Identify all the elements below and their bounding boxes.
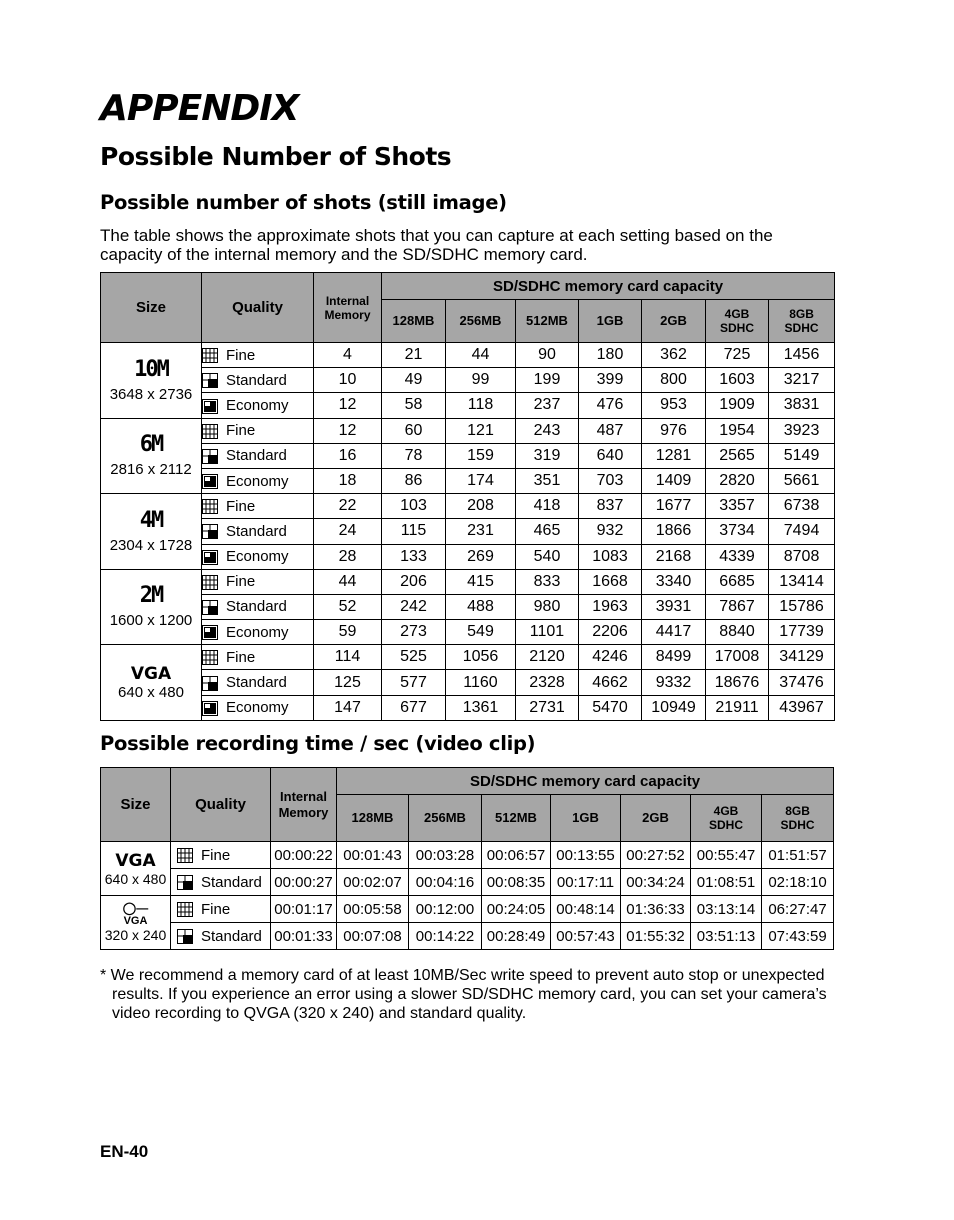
standard-icon <box>202 523 226 540</box>
size-icon: ◯— VGA <box>122 901 149 927</box>
standard-icon <box>202 372 226 389</box>
quality-cell <box>202 468 314 493</box>
value-cell: 10 <box>314 368 382 393</box>
standard-icon <box>177 928 201 945</box>
table-row <box>101 544 835 569</box>
header-card-capacity: SD/SDHC memory card capacity <box>337 768 834 795</box>
quality-label: Standard <box>226 598 287 616</box>
value-cell: 837 <box>579 494 642 519</box>
value-cell: 2820 <box>706 468 769 493</box>
quality-label: Fine <box>201 900 231 918</box>
quality-cell <box>202 494 314 519</box>
value-cell: 1677 <box>642 494 706 519</box>
value-cell: 980 <box>516 594 579 619</box>
value-cell: 10949 <box>642 695 706 720</box>
value-cell: 703 <box>579 468 642 493</box>
value-cell: 00:02:07 <box>337 869 409 896</box>
table-row <box>101 869 834 896</box>
value-cell: 1101 <box>516 620 579 645</box>
value-cell: 351 <box>516 468 579 493</box>
value-cell: 00:57:43 <box>551 923 621 950</box>
value-cell: 114 <box>314 645 382 670</box>
quality-label: Economy <box>226 396 289 414</box>
value-cell: 18 <box>314 468 382 493</box>
value-cell: 242 <box>382 594 446 619</box>
value-cell: 415 <box>446 569 516 594</box>
value-cell: 1056 <box>446 645 516 670</box>
value-cell: 525 <box>382 645 446 670</box>
header-size: Size <box>101 768 171 842</box>
resolution-label: 320 x 240 <box>104 927 167 943</box>
value-cell: 640 <box>579 443 642 468</box>
value-cell: 00:01:43 <box>337 842 409 869</box>
value-cell: 6738 <box>769 494 835 519</box>
qvga-size-icon: VGA <box>123 915 148 927</box>
header-quality: Quality <box>202 273 314 343</box>
table-row <box>101 418 835 443</box>
quality-cell <box>202 343 314 368</box>
value-cell: 319 <box>516 443 579 468</box>
size-cell <box>101 569 202 645</box>
header-internal-memory: Internal Memory <box>314 273 382 343</box>
value-cell: 78 <box>382 443 446 468</box>
value-cell: 3217 <box>769 368 835 393</box>
table-row <box>101 923 834 950</box>
fine-icon <box>177 847 201 864</box>
value-cell: 00:04:16 <box>409 869 482 896</box>
still-heading: Possible number of shots (still image) <box>100 191 507 214</box>
value-cell: 12 <box>314 418 382 443</box>
value-cell: 90 <box>516 343 579 368</box>
quality-label: Fine <box>201 846 231 864</box>
quality-label: Economy <box>226 548 289 566</box>
value-cell: 1083 <box>579 544 642 569</box>
value-cell: 3931 <box>642 594 706 619</box>
value-cell: 58 <box>382 393 446 418</box>
value-cell: 06:27:47 <box>762 896 834 923</box>
value-cell: 3340 <box>642 569 706 594</box>
value-cell: 8708 <box>769 544 835 569</box>
value-cell: 52 <box>314 594 382 619</box>
value-cell: 01:36:33 <box>621 896 691 923</box>
size-icon: 6M <box>139 432 163 458</box>
resolution-label: 3648 x 2736 <box>109 385 193 403</box>
value-cell: 00:48:14 <box>551 896 621 923</box>
quality-label: Economy <box>226 472 289 490</box>
quality-cell <box>202 544 314 569</box>
quality-cell <box>171 842 271 869</box>
value-cell: 24 <box>314 519 382 544</box>
quality-label: Fine <box>226 573 256 591</box>
standard-icon <box>202 598 226 615</box>
value-cell: 147 <box>314 695 382 720</box>
value-cell: 1866 <box>642 519 706 544</box>
value-cell: 476 <box>579 393 642 418</box>
value-cell: 7867 <box>706 594 769 619</box>
value-cell: 488 <box>446 594 516 619</box>
table-row <box>101 468 835 493</box>
value-cell: 2120 <box>516 645 579 670</box>
value-cell: 37476 <box>769 670 835 695</box>
quality-label: Standard <box>226 371 287 389</box>
fine-icon <box>202 573 226 590</box>
table-row <box>101 594 835 619</box>
value-cell: 5149 <box>769 443 835 468</box>
quality-cell <box>202 519 314 544</box>
quality-cell <box>202 620 314 645</box>
value-cell: 4339 <box>706 544 769 569</box>
page-number: EN-40 <box>100 1142 149 1161</box>
value-cell: 208 <box>446 494 516 519</box>
value-cell: 833 <box>516 569 579 594</box>
value-cell: 86 <box>382 468 446 493</box>
quality-label: Standard <box>201 873 262 891</box>
value-cell: 231 <box>446 519 516 544</box>
header-quality: Quality <box>171 768 271 842</box>
value-cell: 6685 <box>706 569 769 594</box>
resolution-label: 2816 x 2112 <box>110 461 192 479</box>
value-cell: 1603 <box>706 368 769 393</box>
value-cell: 00:07:08 <box>337 923 409 950</box>
quality-label: Economy <box>226 623 289 641</box>
intro-text: The table shows the approximate shots that you can capture at each setting based on the capacity of the internal memory and the SD/SDHC memory card. <box>100 226 773 264</box>
value-cell: 00:34:24 <box>621 869 691 896</box>
value-cell: 01:51:57 <box>762 842 834 869</box>
value-cell: 549 <box>446 620 516 645</box>
header-capacity-4: 2GB <box>621 795 691 842</box>
value-cell: 953 <box>642 393 706 418</box>
value-cell: 16 <box>314 443 382 468</box>
standard-icon <box>177 874 201 891</box>
value-cell: 1668 <box>579 569 642 594</box>
fine-icon <box>202 649 226 666</box>
value-cell: 00:55:47 <box>691 842 762 869</box>
value-cell: 1361 <box>446 695 516 720</box>
value-cell: 174 <box>446 468 516 493</box>
value-cell: 60 <box>382 418 446 443</box>
value-cell: 159 <box>446 443 516 468</box>
quality-label: Standard <box>226 447 287 465</box>
value-cell: 8840 <box>706 620 769 645</box>
table-row <box>101 896 834 923</box>
value-cell: 3734 <box>706 519 769 544</box>
value-cell: 00:03:28 <box>409 842 482 869</box>
value-cell: 399 <box>579 368 642 393</box>
header-capacity-6: 8GB SDHC <box>762 795 834 842</box>
header-capacity-2: 512MB <box>516 300 579 343</box>
size-cell <box>101 896 171 950</box>
economy-icon <box>202 699 226 716</box>
value-cell: 22 <box>314 494 382 519</box>
value-cell: 00:12:00 <box>409 896 482 923</box>
value-cell: 21911 <box>706 695 769 720</box>
value-cell: 18676 <box>706 670 769 695</box>
quality-cell <box>202 695 314 720</box>
value-cell: 125 <box>314 670 382 695</box>
value-cell: 2565 <box>706 443 769 468</box>
table-row <box>101 494 835 519</box>
value-cell: 118 <box>446 393 516 418</box>
value-cell: 487 <box>579 418 642 443</box>
header-capacity-5: 4GB SDHC <box>706 300 769 343</box>
economy-icon <box>202 624 226 641</box>
value-cell: 17739 <box>769 620 835 645</box>
quality-label: Standard <box>201 927 262 945</box>
header-capacity-2: 512MB <box>482 795 551 842</box>
quality-cell <box>202 594 314 619</box>
table-row <box>101 343 835 368</box>
header-capacity-1: 256MB <box>409 795 482 842</box>
value-cell: 4417 <box>642 620 706 645</box>
value-cell: 00:24:05 <box>482 896 551 923</box>
video-time-table <box>100 767 834 950</box>
value-cell: 1409 <box>642 468 706 493</box>
header-capacity-0: 128MB <box>382 300 446 343</box>
value-cell: 725 <box>706 343 769 368</box>
value-cell: 1909 <box>706 393 769 418</box>
value-cell: 49 <box>382 368 446 393</box>
resolution-label: 640 x 480 <box>118 684 184 702</box>
value-cell: 34129 <box>769 645 835 670</box>
value-cell: 15786 <box>769 594 835 619</box>
resolution-label: 1600 x 1200 <box>109 612 193 630</box>
value-cell: 00:05:58 <box>337 896 409 923</box>
value-cell: 13414 <box>769 569 835 594</box>
value-cell: 465 <box>516 519 579 544</box>
footnote: * We recommend a memory card of at least 10MB/Sec write speed to prevent auto stop or unexpected results. If you experience an error using a slower SD/SDHC memory card, you can set your camera’s video recording to QVGA (320 x 240) and standard quality. <box>100 967 827 1022</box>
header-internal-memory: Internal Memory <box>271 768 337 842</box>
table-row <box>101 368 835 393</box>
value-cell: 00:06:57 <box>482 842 551 869</box>
quality-label: Economy <box>226 699 289 717</box>
quality-label: Standard <box>226 674 287 692</box>
value-cell: 2328 <box>516 670 579 695</box>
table-row <box>101 695 835 720</box>
header-capacity-0: 128MB <box>337 795 409 842</box>
table-row <box>101 443 835 468</box>
size-cell <box>101 842 171 896</box>
quality-cell <box>171 923 271 950</box>
value-cell: 4662 <box>579 670 642 695</box>
table-row <box>101 393 835 418</box>
quality-cell <box>171 896 271 923</box>
header-capacity-3: 1GB <box>579 300 642 343</box>
value-cell: 269 <box>446 544 516 569</box>
value-cell: 43967 <box>769 695 835 720</box>
value-cell: 273 <box>382 620 446 645</box>
value-cell: 00:01:33 <box>271 923 337 950</box>
table-row <box>101 569 835 594</box>
header-capacity-6: 8GB SDHC <box>769 300 835 343</box>
fine-icon <box>202 422 226 439</box>
resolution-label: 640 x 480 <box>104 870 167 887</box>
video-heading: Possible recording time / sec (video clip) <box>100 732 536 755</box>
value-cell: 00:13:55 <box>551 842 621 869</box>
size-cell <box>101 494 202 570</box>
table-row <box>101 620 835 645</box>
value-cell: 2731 <box>516 695 579 720</box>
value-cell: 00:01:17 <box>271 896 337 923</box>
value-cell: 237 <box>516 393 579 418</box>
value-cell: 4 <box>314 343 382 368</box>
value-cell: 3923 <box>769 418 835 443</box>
quality-cell <box>202 368 314 393</box>
value-cell: 01:08:51 <box>691 869 762 896</box>
table-row <box>101 670 835 695</box>
quality-cell <box>202 645 314 670</box>
value-cell: 540 <box>516 544 579 569</box>
size-cell <box>101 418 202 494</box>
value-cell: 8499 <box>642 645 706 670</box>
still-shots-table <box>100 272 835 721</box>
value-cell: 976 <box>642 418 706 443</box>
header-size: Size <box>101 273 202 343</box>
fine-icon <box>202 498 226 515</box>
value-cell: 103 <box>382 494 446 519</box>
value-cell: 21 <box>382 343 446 368</box>
fine-icon <box>177 901 201 918</box>
standard-icon <box>202 447 226 464</box>
value-cell: 03:51:13 <box>691 923 762 950</box>
size-icon: VGA <box>115 850 156 871</box>
page-title: APPENDIX <box>100 88 299 129</box>
value-cell: 59 <box>314 620 382 645</box>
quality-label: Fine <box>226 422 256 440</box>
quality-cell <box>202 670 314 695</box>
value-cell: 3831 <box>769 393 835 418</box>
value-cell: 17008 <box>706 645 769 670</box>
quality-cell <box>202 443 314 468</box>
header-card-capacity: SD/SDHC memory card capacity <box>382 273 835 300</box>
resolution-label: 2304 x 1728 <box>109 536 193 554</box>
value-cell: 418 <box>516 494 579 519</box>
value-cell: 99 <box>446 368 516 393</box>
value-cell: 115 <box>382 519 446 544</box>
value-cell: 00:14:22 <box>409 923 482 950</box>
header-capacity-1: 256MB <box>446 300 516 343</box>
section-title: Possible Number of Shots <box>100 142 452 171</box>
value-cell: 00:00:22 <box>271 842 337 869</box>
value-cell: 00:08:35 <box>482 869 551 896</box>
value-cell: 9332 <box>642 670 706 695</box>
size-icon: 4M <box>139 507 163 533</box>
value-cell: 206 <box>382 569 446 594</box>
value-cell: 01:55:32 <box>621 923 691 950</box>
quality-label: Fine <box>226 497 256 515</box>
quality-cell <box>202 393 314 418</box>
size-icon: VGA <box>130 664 172 685</box>
table-row <box>101 842 834 869</box>
size-icon: 2M <box>139 583 163 609</box>
value-cell: 243 <box>516 418 579 443</box>
quality-label: Standard <box>226 522 287 540</box>
value-cell: 180 <box>579 343 642 368</box>
header-capacity-4: 2GB <box>642 300 706 343</box>
value-cell: 2206 <box>579 620 642 645</box>
header-capacity-3: 1GB <box>551 795 621 842</box>
value-cell: 362 <box>642 343 706 368</box>
quality-cell <box>202 418 314 443</box>
quality-label: Fine <box>226 346 256 364</box>
value-cell: 07:43:59 <box>762 923 834 950</box>
economy-icon <box>202 548 226 565</box>
size-icon: 10M <box>134 356 168 382</box>
table-row <box>101 519 835 544</box>
value-cell: 4246 <box>579 645 642 670</box>
value-cell: 00:00:27 <box>271 869 337 896</box>
value-cell: 121 <box>446 418 516 443</box>
value-cell: 28 <box>314 544 382 569</box>
value-cell: 44 <box>446 343 516 368</box>
size-cell <box>101 645 202 721</box>
fine-icon <box>202 347 226 364</box>
economy-icon <box>202 473 226 490</box>
economy-icon <box>202 397 226 414</box>
value-cell: 1963 <box>579 594 642 619</box>
value-cell: 03:13:14 <box>691 896 762 923</box>
size-cell <box>101 343 202 419</box>
standard-icon <box>202 674 226 691</box>
value-cell: 1954 <box>706 418 769 443</box>
value-cell: 44 <box>314 569 382 594</box>
value-cell: 677 <box>382 695 446 720</box>
value-cell: 12 <box>314 393 382 418</box>
value-cell: 1281 <box>642 443 706 468</box>
value-cell: 577 <box>382 670 446 695</box>
value-cell: 1160 <box>446 670 516 695</box>
value-cell: 3357 <box>706 494 769 519</box>
value-cell: 5661 <box>769 468 835 493</box>
value-cell: 932 <box>579 519 642 544</box>
value-cell: 199 <box>516 368 579 393</box>
value-cell: 5470 <box>579 695 642 720</box>
value-cell: 2168 <box>642 544 706 569</box>
quality-cell <box>202 569 314 594</box>
table-row <box>101 645 835 670</box>
value-cell: 133 <box>382 544 446 569</box>
value-cell: 00:17:11 <box>551 869 621 896</box>
quality-label: Fine <box>226 648 256 666</box>
quality-cell <box>171 869 271 896</box>
value-cell: 1456 <box>769 343 835 368</box>
value-cell: 00:28:49 <box>482 923 551 950</box>
value-cell: 7494 <box>769 519 835 544</box>
value-cell: 00:27:52 <box>621 842 691 869</box>
header-capacity-5: 4GB SDHC <box>691 795 762 842</box>
value-cell: 02:18:10 <box>762 869 834 896</box>
value-cell: 800 <box>642 368 706 393</box>
